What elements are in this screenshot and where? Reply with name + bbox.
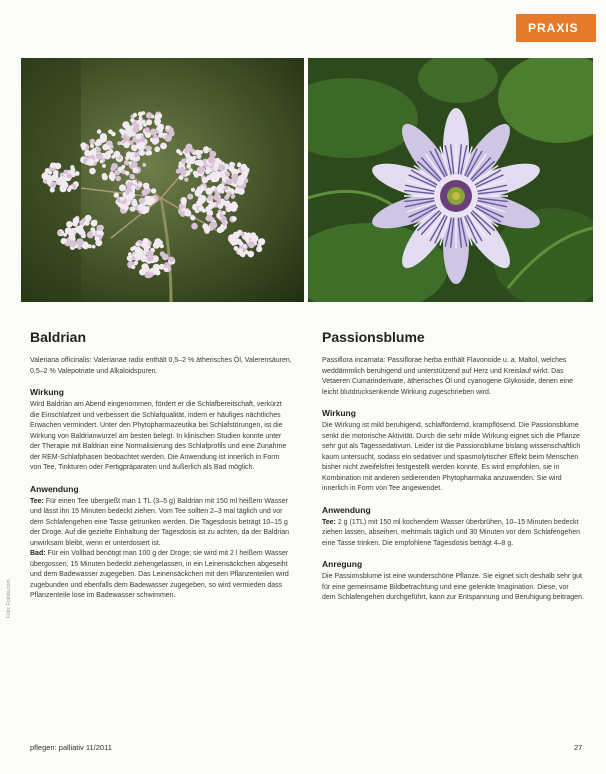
baldrian-wirkung-heading: Wirkung: [30, 387, 64, 397]
photo-credit: Foto: Fotolia.com: [6, 579, 12, 618]
passionsblume-intro: Passiflora incarnata: Passiflorae herba enthält Flavonoide u. a. Maltol, welches weddämmlich beruhigend und unterstützend auf Herz und Kreislauf wirkt. Das Vetaeren Cumarinderivate, ätherisches Öl und cyanogene Glykoside, denen eine leicht blutdrucksenkende Wirkung zugeschrieben wird.: [322, 357, 573, 396]
footer-page-number: 27: [574, 743, 583, 752]
baldrian-title: Baldrian: [30, 329, 87, 345]
baldrian-anwendung-heading: Anwendung: [30, 483, 79, 494]
baldrian-photo: [21, 58, 304, 302]
baldrian-bad: Bad: Für ein Vollbad benötigt man 100 g der Droge; sie wird mit 2 l heißem Wasser übergossen, 15 Minuten bedeckt ziehengelassen, in ein Leinensäckchen abgeseiht und dem Badewasser zugegeben. Das Leinensäckchen mit den Pflanzenteilen wird zugebunden und ebenfalls dem Badewasser zugegeben, so wird vermieden dass Pflanzenteile lose im Badewasser schwimmen.: [30, 550, 289, 599]
footer-journal: pflegen: palliativ 11/2011: [30, 743, 112, 752]
passionsblume-anregung-heading: Anregung: [322, 559, 363, 569]
passionsblume-wirkung-heading: Wirkung: [322, 408, 356, 418]
baldrian-intro: Valeriana officinalis: Valerianae radix enthält 0,5–2 % ätherisches Öl, Valerensäuren, 0,5–2 % Valepotriate und Alkaloidspuren.: [30, 357, 292, 375]
passionsblume-tee: Tee: 2 g (1TL) mit 150 ml kochendem Wasser überbrühen, 10–15 Minuten bedeckt ziehen lassen, abseihen, mehrmals täglich und 30 Minuten vor dem Schlafengehen eine Tasse trinken. Die empfohlene Tagesdosis beträgt 4–8 g.: [322, 518, 580, 547]
baldrian-column: [30, 356, 292, 612]
baldrian-wirkung-text: Wird Baldrian am Abend eingenommen, fördert er die Schlafbereitschaft, verkürzt die Einschlafzeit und verbessert die Schlafqualität, indem er häufiges nächtliches Erwachen vermindert. Unter den Phytopharmazeutika bei Schlafstörungen, ist die Wirkung von Baldrianwurzel am besten belegt. In klinischen Studien konnte unter der Therapie mit Baldrian eine Normalisierung des Schlafprofils und eine Zunahme der REM-Schlafphasen beobachtet werden. Die Anwendung ist innerlich in Form von Tee, Tinkturen oder Fertigpräparaten und äußerlich als Bad möglich.: [30, 401, 287, 471]
passionsblume-title: Passionsblume: [322, 329, 425, 345]
passionsblume-column: [322, 356, 584, 614]
passionsblume-anregung-text: Die Passionsblume ist eine wunderschöne Pflanze. Sie eignet sich deshalb sehr gut für eine gemeinsame Bildbetrachtung und eine gelenkte Imagination. Diese, vor dem Schlafengehen durchgeführt, kann zur Entspannung und Beruhigung beitragen.: [322, 573, 584, 601]
passionsblume-anwendung-heading: Anwendung: [322, 504, 371, 515]
passionsblume-wirkung-text: Die Wirkung ist mild beruhigend, schlaffördernd, krampflösend. Die Passionsblume senkt die motorische Aktivität. Durch die sehr milde Wirkung eignet sich die Pflanze sehr gut als Tagessedativum. Leider ist die Passionsblume bislang wissenschaftlich kaum untersucht, sodass ein sedativer und spasmolytischer Effekt beim Menschen bisher nicht zweifelsfrei festgestellt werden konnte. Es wird empfohlen, sie in Kombination mit anderen sedierenden Phytopharmaka anzuwenden. Sie wird innerlich in Form von Tee angewendet.: [322, 422, 581, 492]
section-badge: PRAXIS: [516, 14, 596, 42]
passionsblume-photo: [308, 58, 593, 302]
baldrian-tee: Tee: Für einen Tee übergießt man 1 TL (3–5 g) Baldrian mit 150 ml heißem Wasser und lässt ihn 15 Minuten bedeckt ziehen. Vom Tee sollten 2–3 mal täglich und vor dem Schlafengehen eine Tasse getrunken werden. Die Tagesdosis beträgt 10–15 g der Droge. Auf die gezielte Einhaltung der Tagesdosis ist zu achten, da der Baldrian unwirksam bleibt, wenn er unterdosiert ist.: [30, 497, 290, 547]
